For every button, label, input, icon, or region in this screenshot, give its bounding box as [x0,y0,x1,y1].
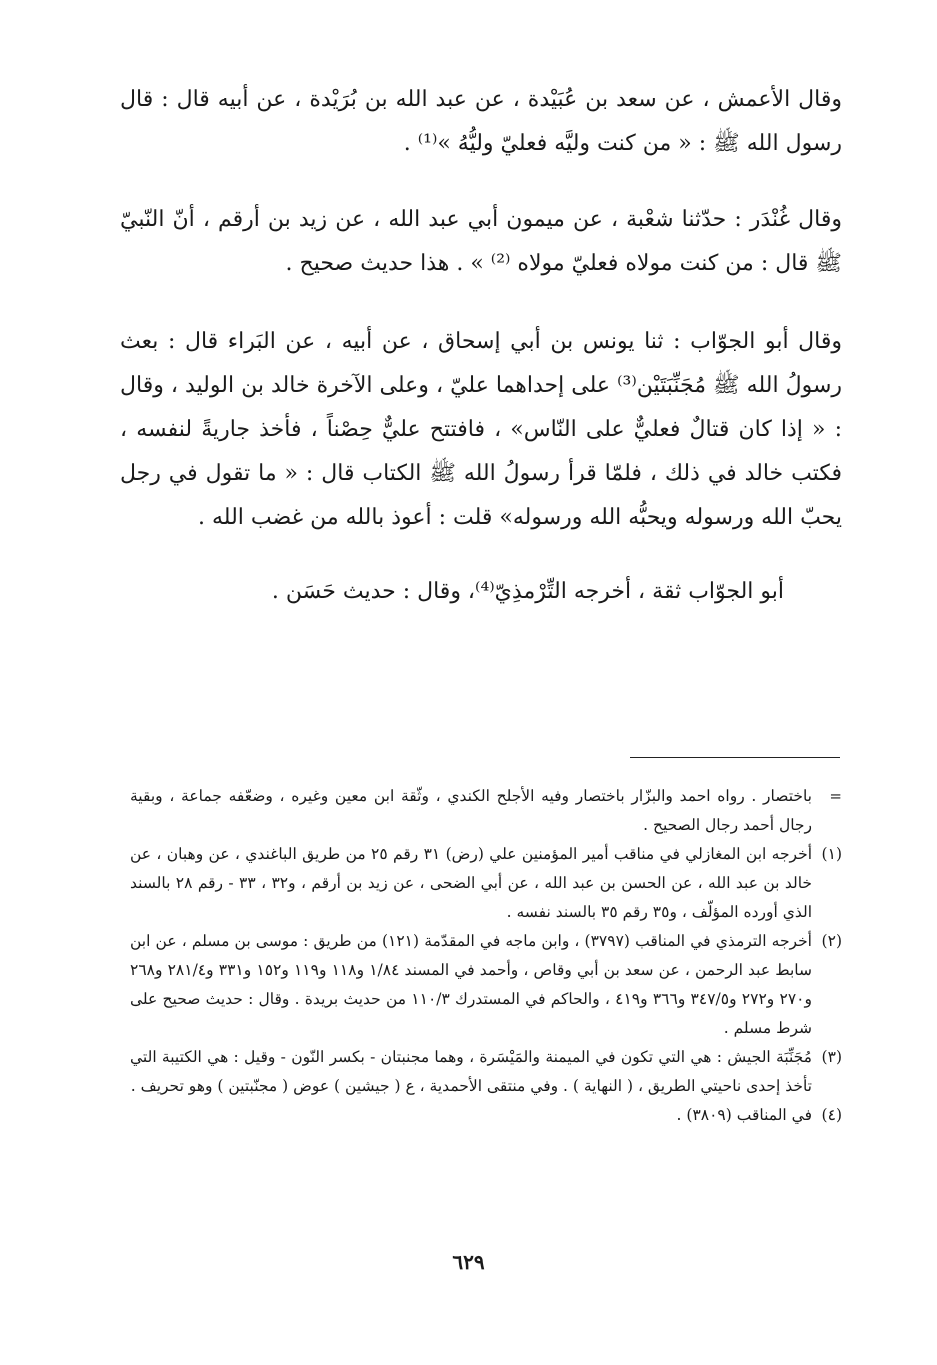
footnote-text: أخرجه ابن المغازلي في مناقب أمير المؤمنين علي (رض) ٣١ رقم ٢٥ من طريق الباغندي ، عن وهبان ، عن خالد بن عبد الله ، عن الحسن بن عبد الله ، عن أبي الضحى ، عن زيد بن أرقم ، و٣٢ ، ٣٣ - رقم ٢٨ بالسند الذي أورده المؤلّف ، و٣٥ رقم ٣٥ بالسند نفسه . [130,845,813,921]
footnote-text: باختصار . رواه احمد والبزّار باختصار وفيه الأجلح الكندي ، وثّقة ابن معين وغيره ، وضعّفه جماعة ، وبقية رجال أحمد رجال الصحيح . [130,787,812,834]
paragraph-4: أبو الجوّاب ثقة ، أخرجه التِّرْمذِيّ⁽⁴⁾، وقال : حديث حَسَن . [271,579,784,604]
paragraph-1: وقال الأعمش ، عن سعد بن عُبَيْدة ، عن عبد الله بن بُرَيْدة ، عن أبيه قال : قال رسول الله ﷺ : « من كنت وليَّه فعليّ وليُّهُ »⁽¹⁾ . [120,87,842,156]
footnote-mark: (٢) [821,932,842,950]
footnote-3 [130,1043,842,1101]
footnote-text: مُجَنِّبَة الجيش : هي التي تكون في الميمنة والمَيْسَرة ، وهما مجنبتان - بكسر النّون - وقيل : هي الكتيبة التي تأخذ إحدى ناحيتي الطريق ، ( النهاية ) . وفي منتقى الأحمدية ، ع ( جيشين ) عوض ( مجنّبتين ) وهو تحريف . [130,1048,812,1095]
paragraph-3: وقال أبو الجوّاب : ثنا يونس بن أبي إسحاق ، عن أبيه ، عن البَراء قال : بعث رسولُ الله ﷺ مُجَنِّبَتَيْن⁽³⁾ على إحداهما عليّ ، وعلى الآخرة خالد بن الوليد ، وقال : « إذا كان قتالٌ فعليٌّ على النّاس» ، فافتتح عليٌّ حِصْناً ، فأخذ جاريةً لنفسه ، فكتب خالد في ذلك ، فلمّا قرأ رسولُ الله ﷺ الكتاب قال : « ما تقول في رجل يحبّ الله ورسوله ويحبُّه الله ورسوله» قلت : أعوذ بالله من غضب الله . [120,329,842,530]
footnote-4 [130,1101,842,1130]
footnote-2 [130,927,842,1043]
footnote-1 [130,840,842,927]
paragraph-2: وقال غُنْدَر : حدّثنا شعْبة ، عن ميمون أبي عبد الله ، عن زيد بن أرقم ، أنّ النّبيّ ﷺ قال : من كنت مولاه فعليّ مولاه ⁽²⁾ » . هذا حديث صحيح . [120,207,842,276]
main-text-body [120,78,842,614]
footnote-continuation [130,782,842,840]
footnote-mark: (١) [821,845,842,863]
footnotes-section [130,782,842,1130]
footnote-separator [630,757,840,758]
footnote-mark: = [829,787,842,805]
footnote-mark: (٣) [821,1048,842,1066]
footnote-mark: (٤) [821,1106,842,1124]
footnote-text: في المناقب (٣٨٠٩) . [676,1106,812,1124]
page-number: ٦٢٩ [452,1250,485,1274]
footnote-text: أخرجه الترمذي في المناقب (٣٧٩٧) ، وابن ماجه في المقدّمة (١٢١) من طريق : موسى بن مسلم ، عن ابن سابط عبد الرحمن ، عن سعد بن أبي وقاص ، وأحمد في المسند ١/٨٤ و١١٨ و١١٩ و١٥٢ و٣٣١ و٢٨١/٤ و٢٦٨ و٢٧٠ و٢٧٢ و٣٤٧/٥ و٣٦٦ و٤١٩ ، والحاكم في المستدرك ١١٠/٣ من حديث بريدة . وقال : حديث صحيح على شرط مسلم . [130,932,812,1037]
